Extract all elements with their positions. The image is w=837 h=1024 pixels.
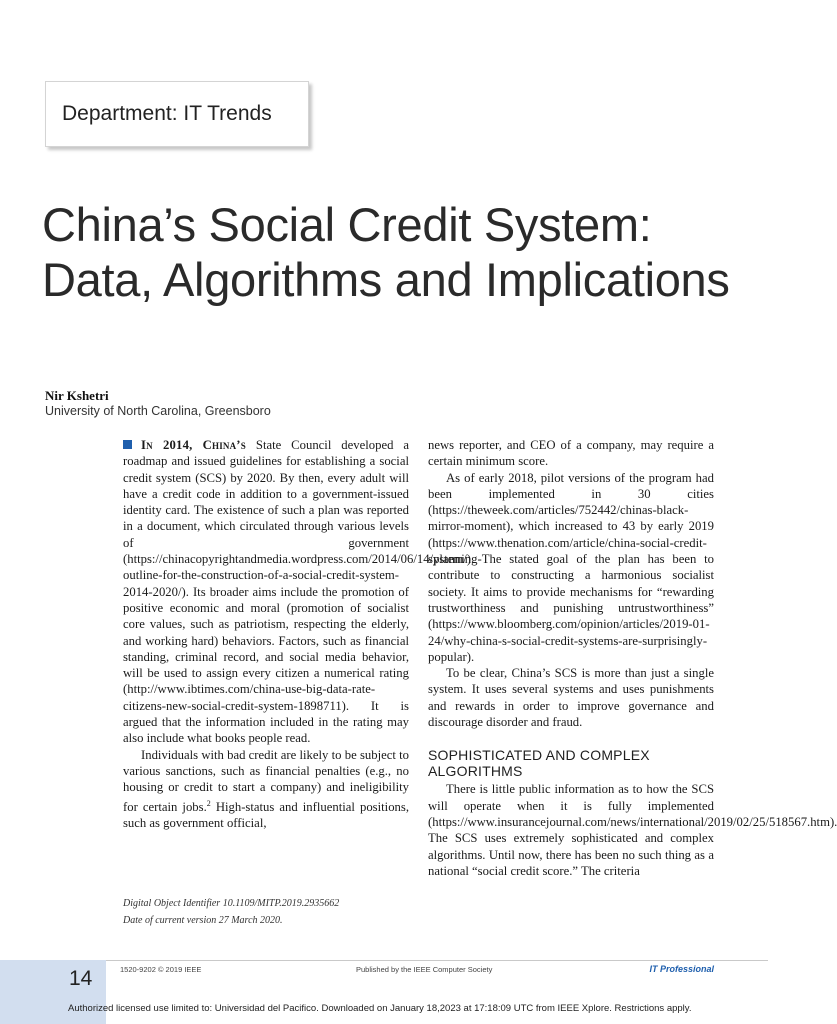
department-label: Department: IT Trends [62,102,272,125]
footer-magazine-name: IT Professional [649,964,714,974]
left-column [123,437,482,831]
article-title: China’s Social Credit System: Data, Algorithms and Implications [42,198,730,306]
right-paragraph-1: news reporter, and CEO of a company, may require a certain minimum score. [428,438,714,469]
section-heading: SOPHISTICATED AND COMPLEX ALGORITHMS [428,747,650,780]
left-paragraph-2-continued: High-status and influential positions, such as government official, [123,799,409,831]
reference-marker: 2 [206,798,211,808]
left-paragraph-1 [123,437,482,747]
doi-line: Digital Object Identifier 10.1109/MITP.2019.2935662 [123,898,340,909]
date-version-line: Date of current version 27 March 2020. [123,915,283,926]
right-paragraph-3: To be clear, China’s SCS is more than just a single system. It uses several systems and uses punishments and rewards in order to improve governance and discourage disorder and fraud. [428,666,714,730]
doi-block [123,895,339,929]
section-start-square-icon [123,440,132,449]
license-notice: Authorized licensed use limited to: Universidad del Pacifico. Downloaded on January 18,2023 at 17:18:09 UTC from IEEE Xplore. Restrictions apply. [68,1003,692,1014]
left-paragraph-2-text: Individuals with bad credit are likely to be subject to various sanctions, such as financial penalties (e.g., no housing or credit to start a company) and ineligibility for certain jobs. [123,747,409,814]
right-paragraph-4: There is little public information as to how the SCS will operate when it is fully implemented (https://www.insurancejournal.com/news/international/2019/02/25/518567.htm). The SCS uses extremely sophisticated and complex algorithms. Until now, there has been no such thing as a national “social credit score.” The criteria [428,782,837,878]
footer-issn: 1520-9202 © 2019 IEEE [120,965,202,974]
footer-rule [0,960,768,961]
left-paragraph-1-text: State Council developed a roadmap and issued guidelines for establishing a social credit system (SCS) by 2020. By then, every adult will have a credit code in addition to a government-issued identity card. The existence of such a plan was reported in a document, which circulated through various levels of government (https://chinacopyrightandmedia.wordpress.com/2014/06/14/planning-outline-for-the-construction-of-a-social-credit-system-2014-2020/). Its broader aims include the promotion of positive economic and moral (promotion of socialist core values, such as patriotism, respecting the elderly, and working hard) behaviors. Factors, such as financial standing, criminal record, and social media behavior, will be used to assign every citizen a numerical rating (http://www.ibtimes.com/china-use-big-data-rate-citizens-new-social-credit-system-1898711). It is argued that the information included in the rating may also include what books people read. [123,438,482,746]
page-number: 14 [69,967,93,990]
department-box [45,81,309,147]
footer-publisher: Published by the IEEE Computer Society [356,965,493,974]
author-affiliation: University of North Carolina, Greensboro [45,404,271,418]
page-number-box [0,960,106,1024]
author-name: Nir Kshetri [45,388,109,403]
lead-in: In 2014, China’s [141,438,246,452]
right-paragraph-2: As of early 2018, pilot versions of the program had been implemented in 30 cities (https://theweek.com/articles/752442/chinas-black-mirror-moment), which increased to 43 by early 2019 (https://www.thenation.com/article/china-social-credit-system/). The stated goal of the plan has been to contribute to constructing a harmonious socialist society. It aims to provide mechanisms for “rewarding trustworthiness and punishing untrustworthiness” (https://www.bloomberg.com/opinion/articles/2019-01-24/why-china-s-social-credit-systems-are-surprisingly-popular). [428,470,714,664]
left-paragraph-2 [123,747,409,832]
right-column [428,437,837,879]
